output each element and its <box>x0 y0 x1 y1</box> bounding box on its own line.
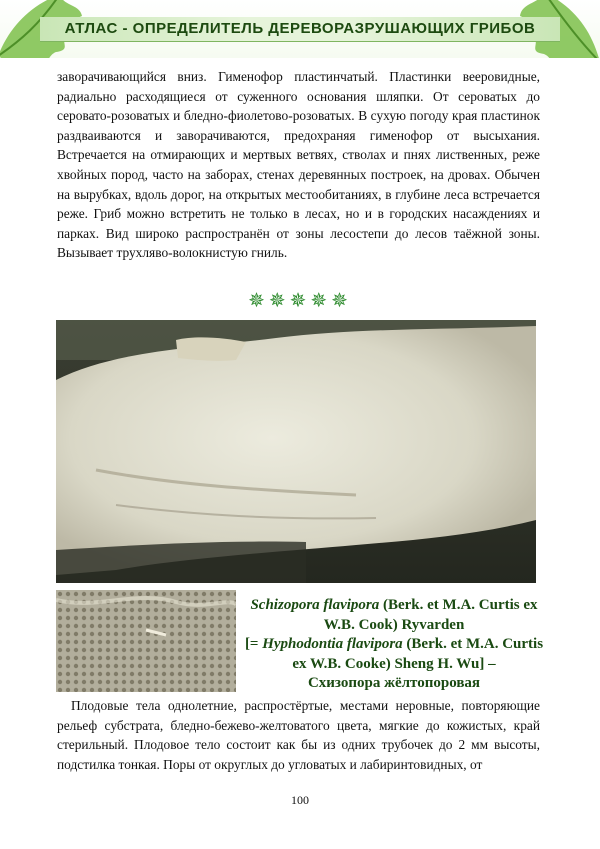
species-authors: (Berk. et M.A. Curtis ex W.B. Cook) Ryvarden <box>323 597 538 633</box>
synonym-open: [= <box>244 636 263 652</box>
species-latin-name: Schizopora flavipora <box>250 597 380 613</box>
page-header <box>0 0 600 58</box>
synonym-authors: (Berk. et M.A. Curtis ex W.B. Cooke) Sheng H. Wu] – <box>292 636 544 672</box>
intro-paragraph: заворачивающийся вниз. Гименофор пластинчатый. Пластинки вееровидные, радиально расходящиеся от суженного основания шляпки. От сероватых до серовато-розоватых и бледно-фиолетово-розоватых. В сухую погоду края пластинок раздваиваются и заворачиваются, предохраняя гименофор от высыхания. Встречается на отмирающих и мертвых ветвях, стволах и пнях лиственных, реже хвойных пород, часто на заборах, стенах деревянных построек, на дровах. Обычен на вырубках, вдоль дорог, на открытых местообитаниях, в глубине леса встречается реже. Гриб можно встретить не только в лесах, но и в городских насаждениях и парках. Вид широко распространён от зоны лесостепи до лесов таёжной зоны. Вызывает трухляво-волокнистую гниль. <box>57 69 540 261</box>
fungus-photo-main <box>56 320 536 583</box>
header-title: АТЛАС - ОПРЕДЕЛИТЕЛЬ ДЕРЕВОРАЗРУШАЮЩИХ ГРИБОВ <box>64 20 536 37</box>
species-russian-name: Схизопора жёлтопоровая <box>307 675 481 691</box>
ornament-divider: ✵✵✵✵✵ <box>248 290 352 312</box>
page-number: 100 <box>291 793 309 807</box>
synonym-latin-name: Hyphodontia flavipora <box>262 636 403 652</box>
description-paragraph: Плодовые тела однолетние, распростёртые, местами неровные, повторяющие рельеф субстрата, бледно-бежево-желтоватого цвета, мягкие до кожистых, край стерильный. Плодовое тело состоит как бы из одних трубочек до 2 мм высоты, подстилка тонкая. Поры от округлых до угловатых и лабиринтовидных, от <box>57 698 540 772</box>
fungus-photo-closeup <box>56 590 236 692</box>
species-caption <box>244 596 544 694</box>
